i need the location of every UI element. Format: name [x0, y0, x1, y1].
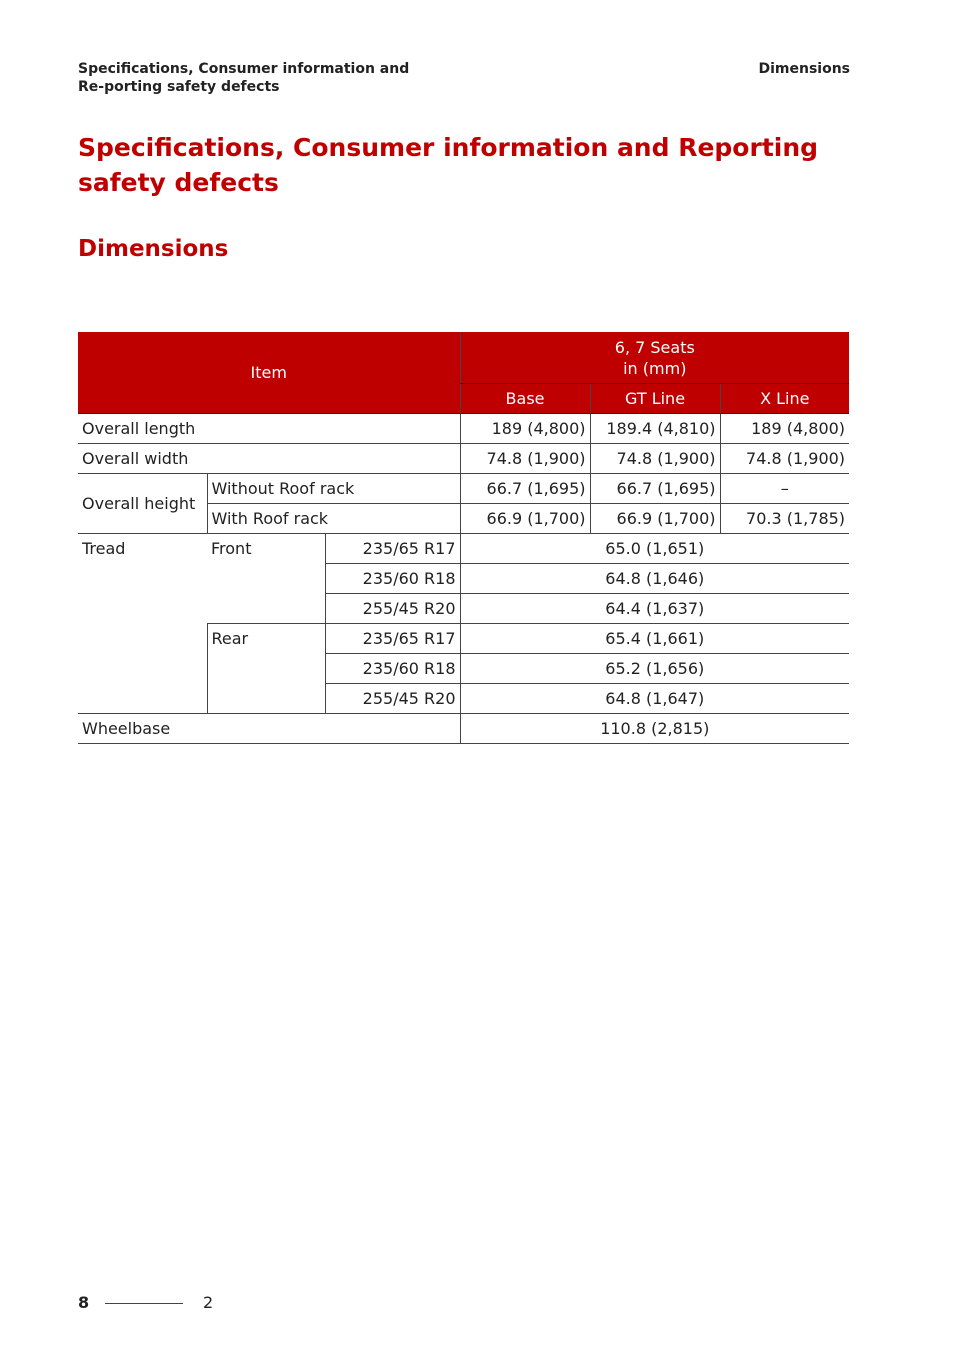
- cell-value: 65.0 (1,651): [460, 534, 849, 564]
- header-seats-unit: in (mm): [623, 358, 687, 378]
- cell-value: 74.8 (1,900): [460, 444, 590, 474]
- cell-value: 189.4 (4,810): [590, 414, 720, 444]
- cell-value: 64.4 (1,637): [460, 594, 849, 624]
- cell-value: 66.9 (1,700): [460, 504, 590, 534]
- tire-size: 235/60 R18: [325, 654, 460, 684]
- tire-size: 255/45 R20: [325, 594, 460, 624]
- cell-value: 66.9 (1,700): [590, 504, 720, 534]
- cell-value: 66.7 (1,695): [590, 474, 720, 504]
- cell-value: 66.7 (1,695): [460, 474, 590, 504]
- cell-value: 65.4 (1,661): [460, 624, 849, 654]
- table-row: [78, 474, 849, 504]
- row-label: Tread: [78, 534, 207, 714]
- cell-value: 110.8 (2,815): [460, 714, 849, 744]
- header-item: Item: [78, 332, 460, 414]
- cell-value: 64.8 (1,647): [460, 684, 849, 714]
- tire-size: 255/45 R20: [325, 684, 460, 714]
- cell-value: 189 (4,800): [720, 414, 849, 444]
- table-row: [78, 714, 849, 744]
- page-sub-number: 2: [203, 1293, 214, 1312]
- table-header-row: [78, 332, 849, 384]
- tire-size: 235/65 R17: [325, 534, 460, 564]
- tire-size: 235/65 R17: [325, 624, 460, 654]
- page-title: Specifications, Consumer information and Reporting safety defects: [78, 133, 819, 197]
- tire-size: 235/60 R18: [325, 564, 460, 594]
- header-x-line: X Line: [720, 384, 849, 414]
- row-sublabel: With Roof rack: [207, 504, 460, 534]
- running-header-chapter: Specifications, Consumer information and Re-porting safety defects: [78, 61, 410, 95]
- row-label: Wheelbase: [78, 714, 460, 744]
- running-header-section: Dimensions: [758, 61, 850, 77]
- cell-value: 189 (4,800): [460, 414, 590, 444]
- header-base: Base: [460, 384, 590, 414]
- row-sublabel: Rear: [207, 624, 325, 714]
- row-label: Overall height: [78, 474, 207, 534]
- footer-divider: [105, 1303, 183, 1304]
- row-sublabel: Without Roof rack: [207, 474, 460, 504]
- section-title: Dimensions: [78, 236, 229, 262]
- cell-value: 65.2 (1,656): [460, 654, 849, 684]
- cell-value: –: [720, 474, 849, 504]
- dimensions-table: [78, 332, 849, 744]
- cell-value: 74.8 (1,900): [590, 444, 720, 474]
- cell-value: 74.8 (1,900): [720, 444, 849, 474]
- table-row: [78, 414, 849, 444]
- table-row: [78, 534, 849, 564]
- header-seats: [460, 332, 849, 384]
- cell-value: 64.8 (1,646): [460, 564, 849, 594]
- page-number: 8: [78, 1293, 90, 1312]
- table-row: [78, 444, 849, 474]
- header-seats-label: 6, 7 Seats: [614, 337, 695, 357]
- row-label: Overall width: [78, 444, 460, 474]
- row-label: Overall length: [78, 414, 460, 444]
- header-gt-line: GT Line: [590, 384, 720, 414]
- row-sublabel: Front: [207, 534, 325, 624]
- cell-value: 70.3 (1,785): [720, 504, 849, 534]
